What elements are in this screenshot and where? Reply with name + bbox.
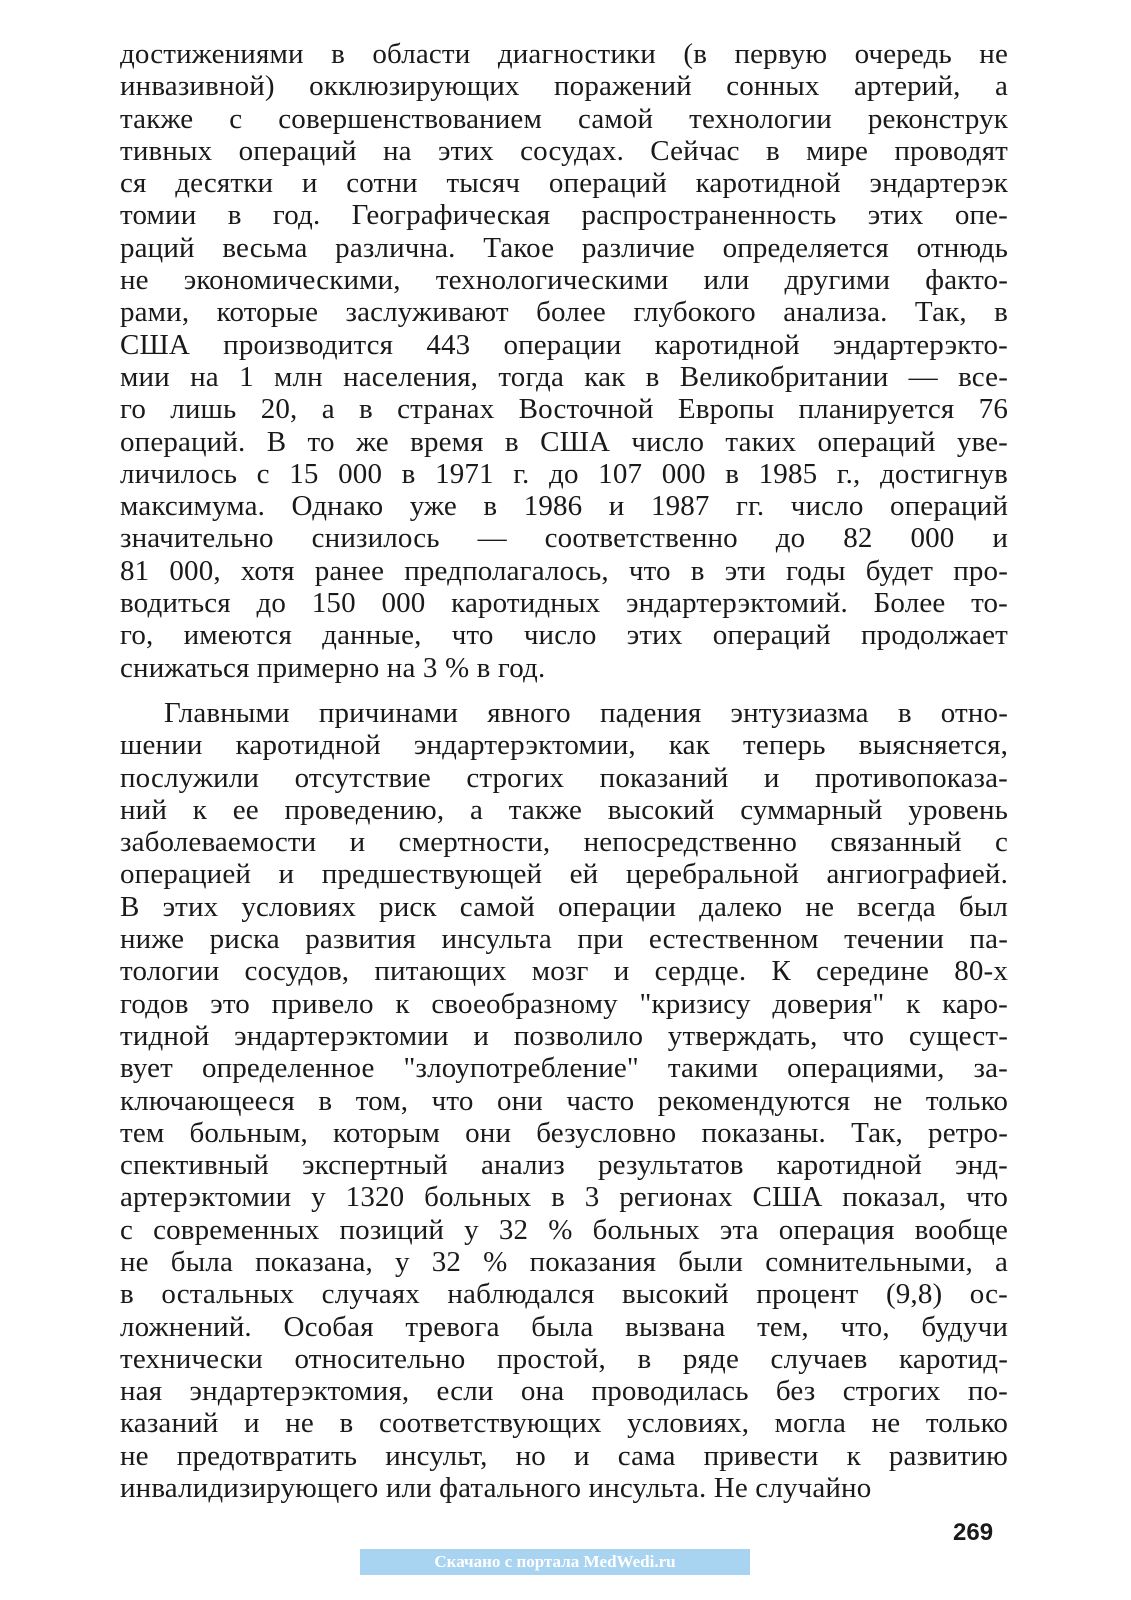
paragraph-gap — [120, 684, 1008, 697]
text-line: тивных операций на этих сосудах. Сейчас в мире проводят — [120, 134, 1008, 167]
text-line: в остальных случаях наблюдался высокий процент (9,8) ос- — [120, 1278, 1008, 1311]
text-line: го, имеются данные, что число этих операций продолжает — [120, 619, 1008, 652]
text-line: операцией и предшествующей ей церебральной ангиографией. — [120, 858, 1008, 891]
text-line: рами, которые заслуживают более глубокого анализа. Так, в — [120, 296, 1008, 329]
text-line: операций. В то же время в США число таких операций уве- — [120, 425, 1008, 458]
text-line: вует определенное "злоупотребление" такими операциями, за- — [120, 1052, 1008, 1085]
text-line: технически относительно простой, в ряде случаев каротид- — [120, 1342, 1008, 1375]
text-line: личилось с 15 000 в 1971 г. до 107 000 в 1985 г., достигнув — [120, 457, 1008, 490]
text-line: мии на 1 млн населения, тогда как в Великобритании — все- — [120, 360, 1008, 393]
text-line: 81 000, хотя ранее предполагалось, что в эти годы будет про- — [120, 554, 1008, 587]
page-number: 269 — [953, 1519, 994, 1546]
text-line: не экономическими, технологическими или другими факто- — [120, 264, 1008, 297]
text-line: водиться до 150 000 каротидных эндартерэктомий. Более то- — [120, 587, 1008, 620]
text-line: ложнений. Особая тревога была вызвана тем, что, будучи — [120, 1310, 1008, 1343]
text-line: тидной эндартерэктомии и позволило утверждать, что сущест- — [120, 1019, 1008, 1052]
paragraph-2 — [120, 697, 1008, 1504]
text-line: го лишь 20, а в странах Восточной Европы планируется 76 — [120, 393, 1008, 426]
text-line: значительно снизилось — соответственно до 82 000 и — [120, 522, 1008, 555]
page-body — [120, 38, 1008, 1504]
text-line: заболеваемости и смертности, непосредственно связанный с — [120, 826, 1008, 859]
text-line: тологии сосудов, питающих мозг и сердце. К середине 80-х — [120, 955, 1008, 988]
text-line: годов это привело к своеобразному "кризису доверия" к каро- — [120, 987, 1008, 1020]
text-line: ключающееся в том, что они часто рекомендуются не только — [120, 1084, 1008, 1117]
text-line: раций весьма различна. Такое различие определяется отнюдь — [120, 231, 1008, 264]
text-line: шении каротидной эндартерэктомии, как теперь выясняется, — [120, 729, 1008, 762]
text-line: тем больным, которым они безусловно показаны. Так, ретро- — [120, 1116, 1008, 1149]
text-line: ний к ее проведению, а также высокий суммарный уровень — [120, 793, 1008, 826]
text-line: томии в год. Географическая распространенность этих опе- — [120, 199, 1008, 232]
text-line: максимума. Однако уже в 1986 и 1987 гг. число операций — [120, 490, 1008, 523]
text-line: инвазивной) окклюзирующих поражений сонных артерий, а — [120, 70, 1008, 103]
text-line: артерэктомии у 1320 больных в 3 регионах США показал, что — [120, 1181, 1008, 1214]
text-line: не предотвратить инсульт, но и сама привести к развитию — [120, 1439, 1008, 1472]
text-line: также с совершенствованием самой технологии реконструк — [120, 102, 1008, 135]
text-line: послужили отсутствие строгих показаний и противопоказа- — [120, 761, 1008, 794]
text-line: ная эндартерэктомия, если она проводилась без строгих по- — [120, 1375, 1008, 1408]
text-line: с современных позиций у 32 % больных эта операция вообще — [120, 1213, 1008, 1246]
text-line: Главными причинами явного падения энтузиазма в отно- — [164, 696, 1008, 729]
text-line: снижаться примерно на 3 % в год. — [120, 651, 546, 684]
text-line: ниже риска развития инсульта при естественном течении па- — [120, 923, 1008, 956]
paragraph-1 — [120, 38, 1008, 684]
text-line: ся десятки и сотни тысяч операций каротидной эндартерэк — [120, 167, 1008, 200]
text-line: В этих условиях риск самой операции далеко не всегда был — [120, 890, 1008, 923]
text-line: инвалидизирующего или фатального инсульта. Не случайно — [120, 1472, 872, 1505]
text-line: достижениями в области диагностики (в первую очередь не — [120, 38, 1008, 70]
text-line: США производится 443 операции каротидной эндартерэкто- — [120, 328, 1008, 361]
text-line: спективный экспертный анализ результатов каротидной энд- — [120, 1149, 1008, 1182]
text-line: не была показана, у 32 % показания были сомнительными, а — [120, 1245, 1008, 1278]
text-line: казаний и не в соответствующих условиях, могла не только — [120, 1407, 1008, 1440]
watermark-banner: Скачано с портала MedWedi.ru — [360, 1549, 750, 1575]
